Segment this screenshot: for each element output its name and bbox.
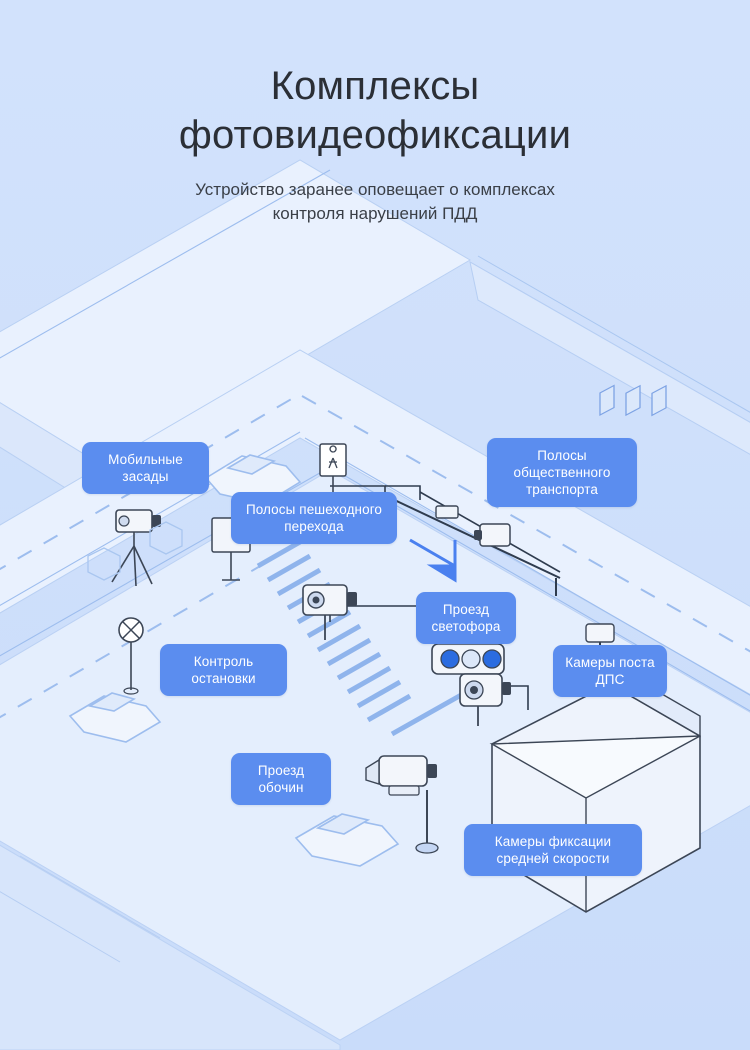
label-average-speed[interactable] (464, 824, 642, 876)
page-subtitle (105, 178, 645, 227)
page-header (0, 0, 750, 227)
label-public-transport-text: Полосы общественного транспорта (513, 448, 611, 497)
page-title-line-1: Комплексы (270, 64, 480, 108)
label-pedestrian-lane[interactable] (231, 492, 397, 544)
label-dps-post[interactable] (553, 645, 667, 697)
page-subtitle-line-2: контроля нарушений ПДД (272, 204, 478, 224)
label-public-transport[interactable] (487, 438, 637, 507)
label-traffic-light-text: Проезд светофора (431, 602, 501, 634)
page-title (55, 62, 695, 160)
page-subtitle-line-1: Устройство заранее оповещает о комплексах (195, 179, 555, 199)
label-shoulder[interactable] (231, 753, 331, 805)
label-average-speed-text: Камеры фиксации средней скорости (494, 834, 612, 866)
page-title-line-2: фотовидеофиксации (178, 112, 572, 157)
label-mobile-ambush-text: Мобильные засады (108, 452, 183, 484)
label-traffic-light[interactable] (416, 592, 516, 644)
label-stop-control[interactable] (160, 644, 287, 696)
label-mobile-ambush[interactable] (82, 442, 209, 494)
label-stop-control-text: Контроль остановки (191, 654, 256, 686)
sidewalk-upper-right (470, 262, 750, 460)
label-shoulder-text: Проезд обочин (257, 763, 305, 795)
label-dps-post-text: Камеры поста ДПС (565, 655, 655, 687)
label-pedestrian-lane-text: Полосы пешеходного перехода (245, 502, 383, 534)
